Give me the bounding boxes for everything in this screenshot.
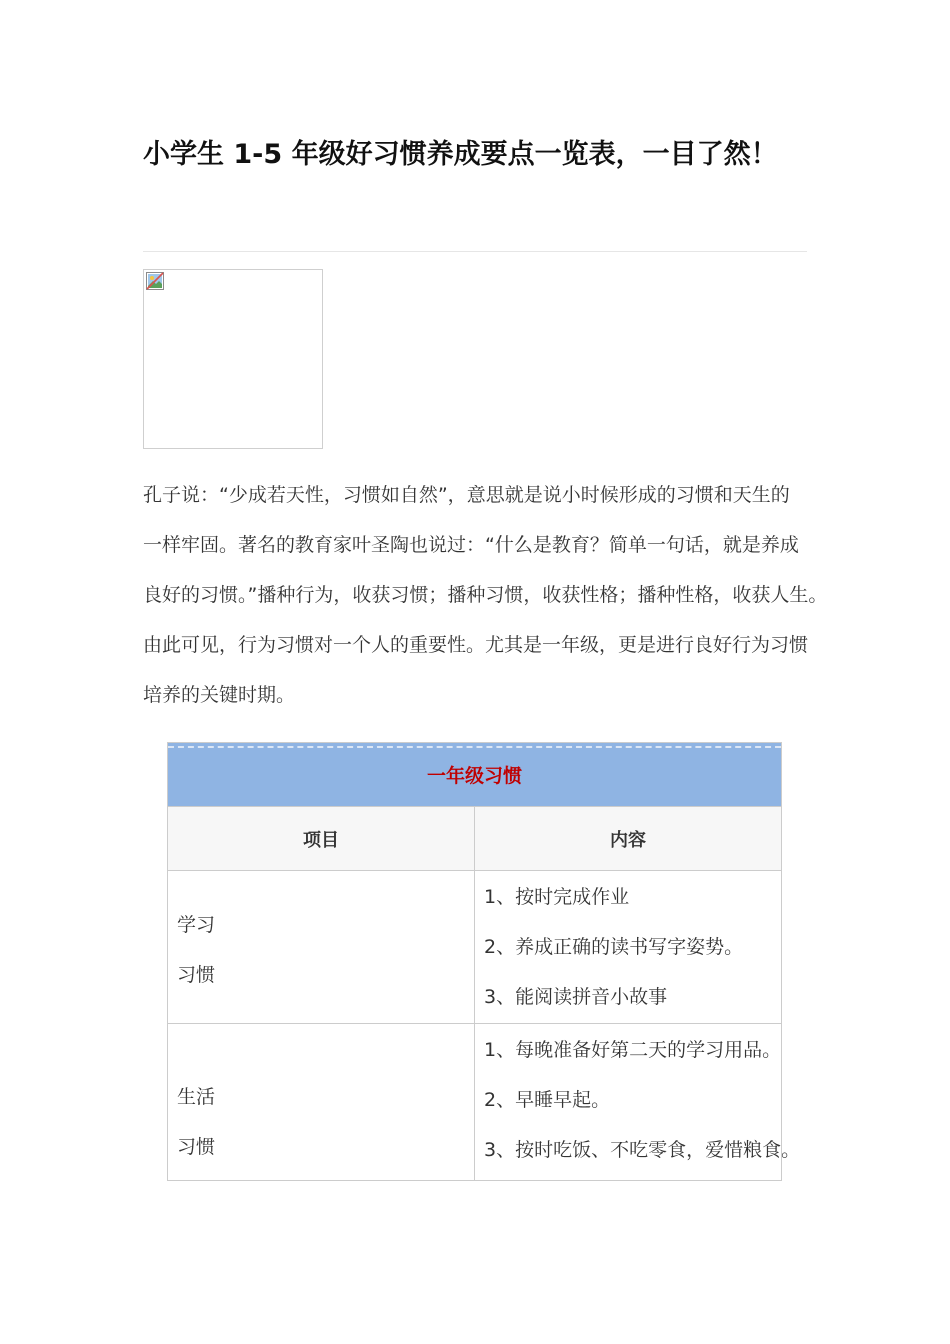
table-row [168,1024,782,1181]
grade-habits-table [167,742,801,1181]
item-cell-study [168,871,475,1024]
intro-line: 良好的习惯。”播种行为，收获习惯；播种习惯，收获性格；播种性格，收获人生。 [143,584,828,606]
content-item: 2、养成正确的读书写字姿势。 [484,936,744,958]
content-item: 3、按时吃饭、不吃零食，爱惜粮食。 [484,1139,801,1161]
intro-line: 培养的关键时期。 [143,684,296,706]
intro-line: 一样牢固。著名的教育家叶圣陶也说过：“什么是教育？简单一句话，就是养成 [143,534,799,556]
intro-paragraph [143,470,828,720]
intro-line: 由此可见，行为习惯对一个人的重要性。尤其是一年级，更是进行良好行为习惯 [143,634,809,656]
intro-line: 孔子说：“少成若天性，习惯如自然”，意思就是说小时候形成的习惯和天生的 [143,484,790,506]
item-label-line: 习惯 [177,963,216,986]
item-cell-life [168,1024,475,1181]
title-divider [143,251,807,252]
article-image [143,269,323,449]
column-header-content: 内容 [475,807,782,871]
item-label-line: 生活 [177,1086,216,1108]
content-item: 3、能阅读拼音小故事 [484,986,668,1008]
article-title: 小学生 1-5 年级好习惯养成要点一览表，一目了然！ [143,139,778,170]
content-cell-life [475,1024,801,1181]
table-header [168,743,782,807]
item-label-line: 习惯 [177,1136,216,1158]
column-header-item: 项目 [168,807,475,871]
table-row [168,871,782,1024]
broken-image-icon [146,272,164,290]
item-label-line: 学习 [177,913,216,936]
content-item: 1、每晚准备好第二天的学习用品。 [484,1039,782,1061]
content-item: 1、按时完成作业 [484,886,630,908]
content-cell-study [475,871,782,1024]
header-dashed-line [168,746,781,748]
table-header-label: 一年级习惯 [426,765,522,787]
content-item: 2、早睡早起。 [484,1089,611,1111]
